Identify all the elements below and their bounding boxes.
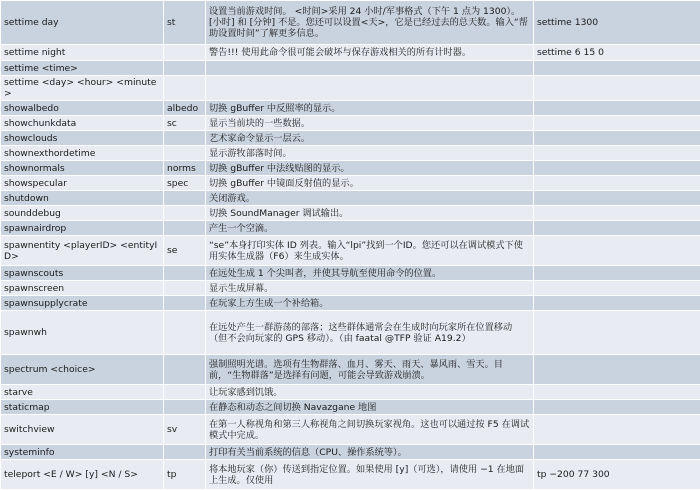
command-cell: systeminfo [1, 445, 164, 460]
example-cell [534, 146, 700, 161]
table-row [1, 131, 700, 146]
alias-cell [164, 385, 206, 400]
description-cell: 打印有关当前系统的信息（CPU、操作系统等）。 [206, 445, 534, 460]
alias-cell [164, 445, 206, 460]
command-cell: spawnairdrop [1, 221, 164, 236]
description-cell: 显示当前块的一些数据。 [206, 116, 534, 131]
description-cell: 强制照明光谱。选项有生物群落、血月、雾天、雨天、暴风雨、雪天。目前，“生物群落”是选择有问题，可能会导致游戏崩溃。 [206, 355, 534, 385]
example-cell [534, 131, 700, 146]
alias-cell [164, 76, 206, 101]
alias-cell [164, 221, 206, 236]
table-row [1, 311, 700, 355]
command-cell: shownormals [1, 161, 164, 176]
alias-cell [164, 355, 206, 385]
description-cell: 在静态和动态之间切换 Navazgane 地图 [206, 400, 534, 415]
command-cell: sounddebug [1, 206, 164, 221]
table-row [1, 221, 700, 236]
command-cell: starve [1, 385, 164, 400]
example-cell: settime 6 15 0 [534, 45, 700, 61]
description-cell: “se”本身打印实体 ID 列表。输入“lpi”找到一个ID。您还可以在调试模式下使用实体生成器（F6）来生成实体。 [206, 236, 534, 266]
alias-cell: sv [164, 415, 206, 445]
table-row [1, 281, 700, 296]
command-cell: spawnscouts [1, 266, 164, 281]
command-cell: showspecular [1, 176, 164, 191]
description-cell: 在远处生成 1 个尖叫者，并使其导航至使用命令的位置。 [206, 266, 534, 281]
description-cell: 切换 gBuffer 中法线贴图的显示。 [206, 161, 534, 176]
alias-cell [164, 146, 206, 161]
description-cell: 切换 SoundManager 调试输出。 [206, 206, 534, 221]
example-cell [534, 61, 700, 76]
table-row [1, 266, 700, 281]
alias-cell: se [164, 236, 206, 266]
alias-cell [164, 400, 206, 415]
table-row [1, 61, 700, 76]
example-cell [534, 176, 700, 191]
description-cell: 艺术家命令显示一层云。 [206, 131, 534, 146]
command-cell: switchview [1, 415, 164, 445]
command-cell: settime day [1, 1, 164, 45]
alias-cell: albedo [164, 101, 206, 116]
alias-cell [164, 296, 206, 311]
alias-cell [164, 311, 206, 355]
example-cell [534, 206, 700, 221]
command-cell: teleport <E / W> [y] <N / S> [1, 460, 164, 490]
alias-cell [164, 266, 206, 281]
table-row [1, 296, 700, 311]
command-cell: spectrum <choice> [1, 355, 164, 385]
example-cell [534, 385, 700, 400]
command-cell: staticmap [1, 400, 164, 415]
alias-cell: sc [164, 116, 206, 131]
example-cell: settime 1300 [534, 1, 700, 45]
table-row [1, 355, 700, 385]
description-cell: 警告!!! 使用此命令很可能会破坏与保存游戏相关的所有计时器。 [206, 45, 534, 61]
alias-cell [164, 45, 206, 61]
table-row [1, 400, 700, 415]
command-cell: settime <time> [1, 61, 164, 76]
example-cell [534, 415, 700, 445]
alias-cell [164, 131, 206, 146]
table-row [1, 191, 700, 206]
alias-cell [164, 191, 206, 206]
example-cell [534, 221, 700, 236]
command-cell: settime <day> <hour> <minute> [1, 76, 164, 101]
table-row [1, 206, 700, 221]
table-row [1, 161, 700, 176]
table-row [1, 236, 700, 266]
description-cell: 在玩家上方生成一个补给箱。 [206, 296, 534, 311]
table-row [1, 176, 700, 191]
description-cell: 切换 gBuffer 中镜面反射值的显示。 [206, 176, 534, 191]
table-row [1, 445, 700, 460]
example-cell [534, 266, 700, 281]
description-cell: 关闭游戏。 [206, 191, 534, 206]
alias-cell: spec [164, 176, 206, 191]
command-cell: spawnsupplycrate [1, 296, 164, 311]
command-cell: showclouds [1, 131, 164, 146]
command-cell: settime night [1, 45, 164, 61]
description-cell: 设置当前游戏时间。 <时间>采用 24 小时/军事格式（下午 1 点为 1300）。[小时] 和 [分钟] 不是。您还可以设置<天>，它是已经过去的总天数。输入“帮助设置时间”了解更多信息。 [206, 1, 534, 45]
description-cell: 在第一人称视角和第三人称视角之间切换玩家视角。这也可以通过按 F5 在调试模式中完成。 [206, 415, 534, 445]
table-row [1, 415, 700, 445]
table-row [1, 460, 700, 490]
example-cell [534, 400, 700, 415]
example-cell [534, 191, 700, 206]
command-cell: shownexthordetime [1, 146, 164, 161]
command-cell: spawnscreen [1, 281, 164, 296]
example-cell [534, 161, 700, 176]
command-cell: showchunkdata [1, 116, 164, 131]
table-row [1, 146, 700, 161]
example-cell [534, 296, 700, 311]
example-cell [534, 101, 700, 116]
alias-cell: tp [164, 460, 206, 490]
description-cell: 切换 gBuffer 中反照率的显示。 [206, 101, 534, 116]
table-row [1, 45, 700, 61]
example-cell: tp −200 77 300 [534, 460, 700, 490]
table-row [1, 101, 700, 116]
example-cell [534, 236, 700, 266]
description-cell [206, 76, 534, 101]
alias-cell [164, 281, 206, 296]
example-cell [534, 445, 700, 460]
alias-cell: norms [164, 161, 206, 176]
description-cell: 在远处产生一群游荡的部落；这些群体通常会在生成时向玩家所在位置移动（但不会向玩家的 GPS 移动）。（由 faatal @TFP 验证 A19.2） [206, 311, 534, 355]
alias-cell: st [164, 1, 206, 45]
description-cell [206, 61, 534, 76]
example-cell [534, 281, 700, 296]
description-cell: 将本地玩家（你）传送到指定位置。如果使用 [y]（可选），请使用 −1 在地面上生成。仅使用 [206, 460, 534, 490]
table-body [1, 1, 700, 490]
description-cell: 显示游牧部落时间。 [206, 146, 534, 161]
table-row [1, 76, 700, 101]
table-row [1, 1, 700, 45]
example-cell [534, 355, 700, 385]
description-cell: 产生一个空滴。 [206, 221, 534, 236]
example-cell [534, 116, 700, 131]
description-cell: 让玩家感到饥饿。 [206, 385, 534, 400]
command-cell: showalbedo [1, 101, 164, 116]
command-cell: spawnentity <playerID> <entityID> [1, 236, 164, 266]
table-row [1, 385, 700, 400]
command-cell: spawnwh [1, 311, 164, 355]
alias-cell [164, 206, 206, 221]
example-cell [534, 311, 700, 355]
command-cell: shutdown [1, 191, 164, 206]
example-cell [534, 76, 700, 101]
table-row [1, 116, 700, 131]
alias-cell [164, 61, 206, 76]
description-cell: 显示生成屏幕。 [206, 281, 534, 296]
